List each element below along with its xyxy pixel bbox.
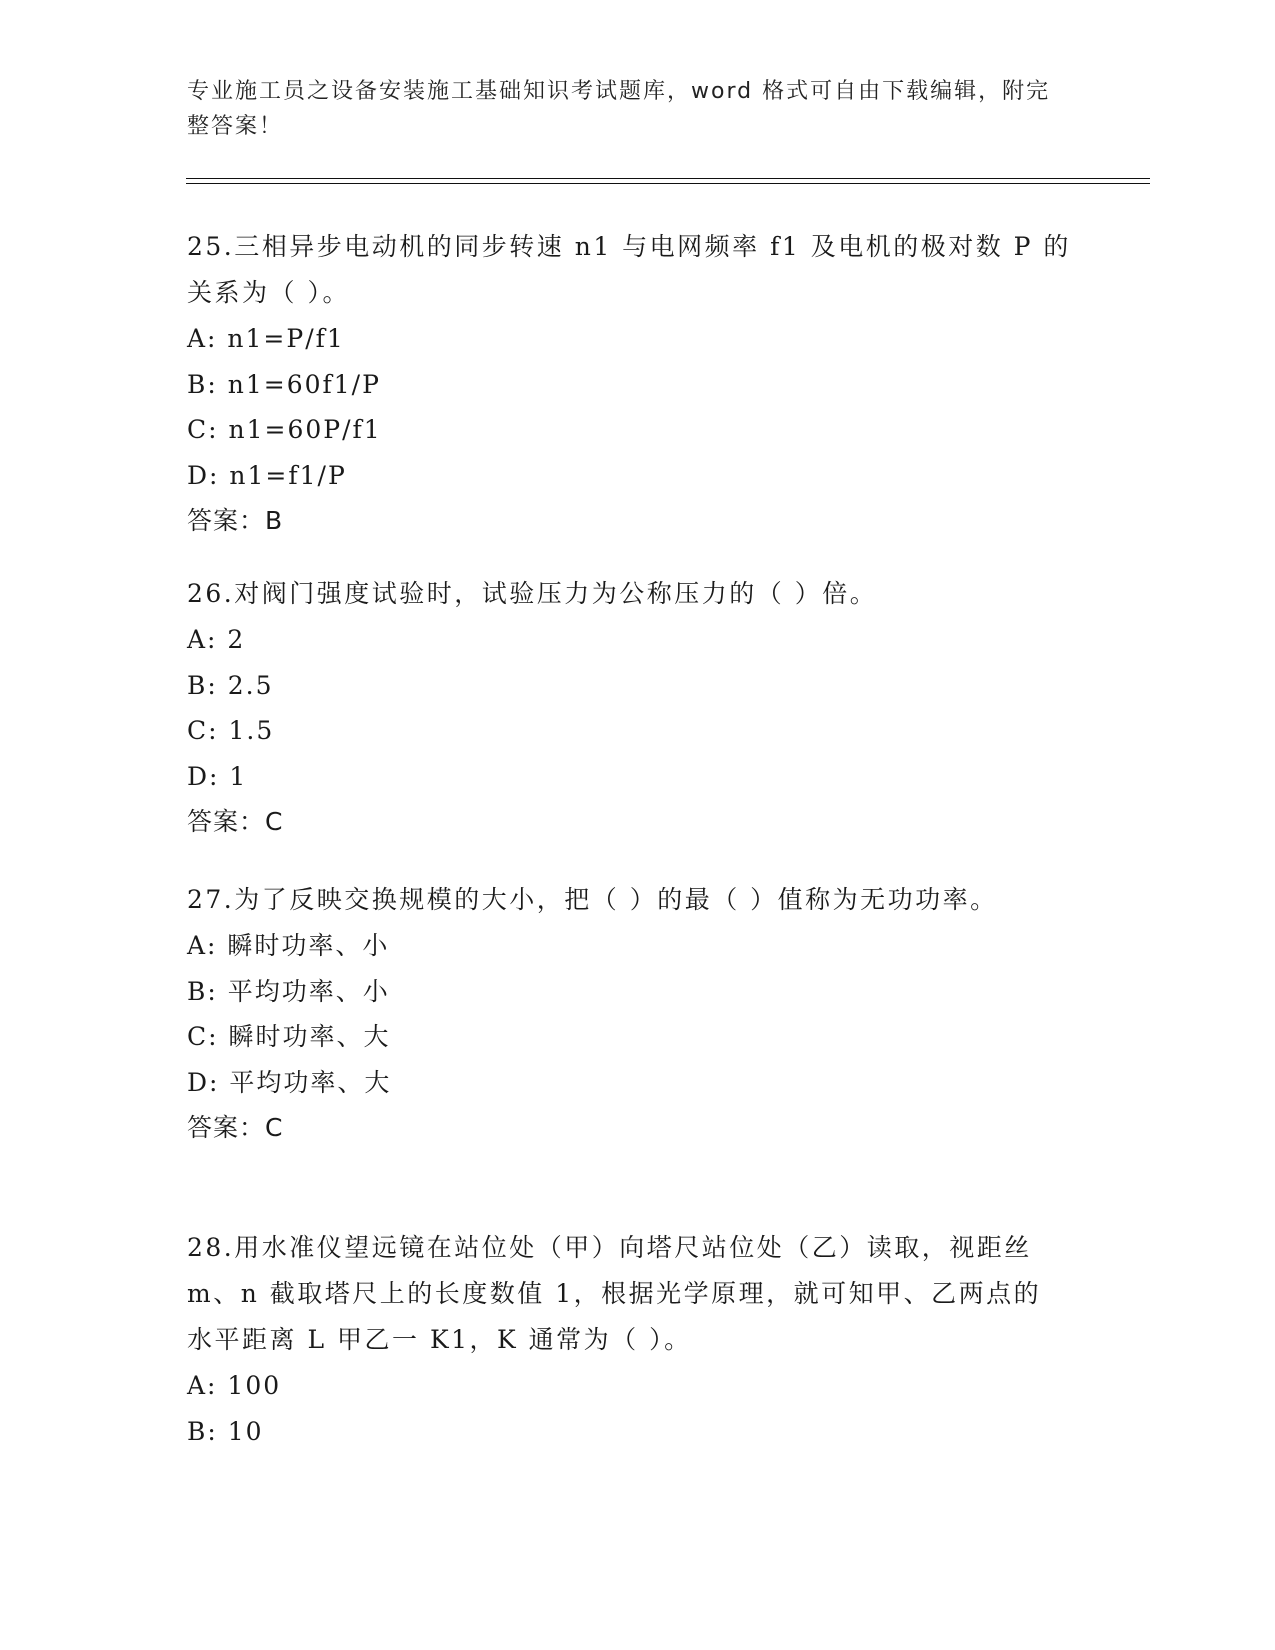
answer-line: 答案：C [187,807,284,836]
answer-line: 答案：C [187,1113,284,1142]
answer-line: 答案：B [187,506,284,535]
option-b: B: n1=60f1/P [187,369,381,399]
question-number: 25. [187,232,235,261]
question-stem [187,224,1087,270]
question-26 [187,571,1087,845]
question-stem-line: 三相异步电动机的同步转速 n1 与电网频率 f1 及电机的极对数 P 的 [234,232,1071,261]
question-25 [187,224,1087,544]
question-stem-line: 用水准仪望远镜在站位处（甲）向塔尺站位处（乙）读取，视距丝 [234,1233,1032,1262]
question-stem-line: 关系为（ ）。 [187,278,350,307]
option-a: A: 100 [187,1371,282,1400]
option-c: C: n1=60P/f1 [187,415,382,444]
option-b: B: 平均功率、小 [187,976,390,1006]
question-number: 26. [187,579,235,608]
option-d: D: 1 [187,761,248,791]
question-stem-line: 水平距离 L 甲乙一 K1，K 通常为（ ）。 [187,1325,692,1354]
question-stem-line: 对阀门强度试验时，试验压力为公称压力的（ ）倍。 [234,579,878,608]
question-stem [187,571,1087,617]
option-d: D: 平均功率、大 [187,1067,392,1097]
option-a: A: n1=P/f1 [187,324,345,353]
question-stem-line: 为了反映交换规模的大小，把（ ）的最（ ）值称为无功功率。 [234,885,998,914]
option-b: B: 10 [187,1416,264,1446]
option-c: C: 1.5 [187,716,275,745]
option-d: D: n1=f1/P [187,460,347,490]
option-c: C: 瞬时功率、大 [187,1022,391,1051]
question-27 [187,877,1087,1151]
question-28 [187,1225,1087,1454]
question-stem [187,1225,1087,1271]
question-number: 28. [187,1233,235,1262]
header-rule-bottom [186,183,1150,184]
question-stem-line: m、n 截取塔尺上的长度数值 1，根据光学原理，就可知甲、乙两点的 [187,1279,1042,1308]
option-b: B: 2.5 [187,670,274,700]
header-rule-top [186,178,1150,179]
option-a: A: 2 [187,625,246,654]
question-stem [187,877,1087,923]
option-a: A: 瞬时功率、小 [187,931,390,960]
question-number: 27. [187,885,235,914]
document-header: 专业施工员之设备安装施工基础知识考试题库，word 格式可自由下载编辑，附完整答案！ [187,79,1051,139]
